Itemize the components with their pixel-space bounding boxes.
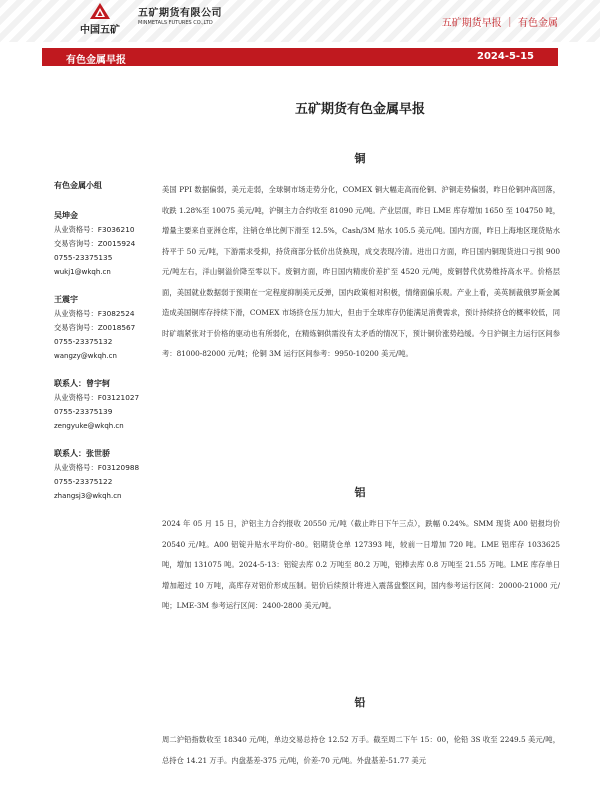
banner-date: 2024-5-15 [476, 51, 534, 62]
contact-license: 从业资格号：F3036210 [54, 225, 135, 234]
sidebar-heading: 有色金属小组 [54, 181, 102, 190]
contact-advisory-id: 交易咨询号：Z0018567 [54, 323, 136, 332]
contact-card [54, 377, 159, 433]
contact-card [54, 293, 159, 363]
report-banner [42, 48, 558, 66]
company-name-en: MINMETALS FUTURES CO.,LTD [138, 20, 213, 26]
company-name [138, 4, 222, 26]
contact-name: 吴坤金 [54, 211, 78, 220]
contact-name: 联系人：曾宇轲 [54, 379, 110, 388]
page-header [0, 0, 600, 42]
contact-email[interactable]: zhangsj3@wkqh.cn [54, 492, 122, 500]
contact-email[interactable]: wukj1@wkqh.cn [54, 268, 111, 276]
contact-card [54, 447, 159, 503]
banner-report-name: 有色金属早报 [66, 55, 126, 66]
minmetals-logo-icon [88, 2, 112, 20]
section-body-copper: 美国 PPI 数据偏弱，美元走弱，全球铜市场走势分化，COMEX 铜大幅走高而伦铜、沪铜走势偏弱，昨日伦铜冲高回落，收跌 1.28%至 10075 美元/吨，沪铜主力合约收至 81090 元/吨。产业层面，昨日 LME 库存增加 1650 至 104750 吨，增量主要来自亚洲仓库，注销仓单比例下滑至 12.5%，Cash/3M 贴水 105.5 美元/吨。国内方面，昨日上海地区现货贴水持平于 50 元/吨，下游需求受抑，持货商部分低价出货换现，成交表现冷清。进出口方面，昨日国内铜现货进口亏损 900 元/吨左右，洋山铜溢价降至零以下。废铜方面，昨日国内精废价差扩至 4520 元/吨，废铜替代优势维持高水平。价格层面，美国就业数据弱于预期在一定程度抑制美元反弹，国内政策相对积极，情绪面偏乐观。产业上看，美英制裁俄罗斯金属造成美国铜库存持续下滑，COMEX 市场挤仓压力加大，但由于全球库存仍能满足消费需求，预计持续挤仓的概率较低，同时矿端紧张对于价格的驱动也有所弱化，在精炼铜供需没有太矛盾的情况下，预计铜价涨势趋缓。今日沪铜主力运行区间参考：81000-82000 元/吨；伦铜 3M 运行区间参考：9950-10200 美元/吨。 [162, 185, 560, 358]
contact-phone: 0755-23375132 [54, 337, 113, 346]
contact-advisory-id: 交易咨询号：Z0015924 [54, 239, 136, 248]
page-title: 五矿期货有色金属早报 [294, 102, 425, 117]
contact-license: 从业资格号：F3082524 [54, 309, 135, 318]
contact-license: 从业资格号：F03121027 [54, 393, 140, 402]
company-name-cn: 五矿期货有限公司 [138, 8, 222, 19]
contact-phone: 0755-23375135 [54, 253, 113, 262]
analyst-sidebar [54, 180, 159, 517]
section-body-lead: 周二沪铅指数收至 18340 元/吨，单边交易总持仓 12.52 万手。截至周二下午 15：00，伦铅 3S 收至 2249.5 美元/吨，总持仓 14.21 万手。内盘基差-375 元/吨，价差-70 元/吨。外盘基差-51.77 美元 [162, 735, 560, 765]
section-title-lead: 铅 [354, 696, 366, 709]
contact-card [54, 209, 159, 279]
contact-email[interactable]: zengyuke@wkqh.cn [54, 422, 124, 430]
contact-name: 王震宇 [54, 295, 78, 304]
section-title-aluminum: 铝 [354, 486, 366, 499]
section-body-aluminum: 2024 年 05 月 15 日，沪铝主力合约报收 20550 元/吨（截止昨日下午三点），跌幅 0.24%。SMM 现货 A00 铝报均价 20540 元/吨。A00 铝锭升贴水平均价-80。铝期货仓单 127393 吨，较前一日增加 720 吨。LME 铝库存 1033625 吨，增加 131075 吨。2024-5-13：铝锭去库 0.2 万吨至 80.2 万吨，铝棒去库 0.8 万吨至 21.55 万吨。LME 库存单日增加超过 10 万吨，高库存对铝价形成压制。铝价后续预计将进入震荡盘整区间，国内参考运行区间：20000-21000 元/吨；LME-3M 参考运行区间：2400-2800 美元/吨。 [162, 519, 560, 610]
contact-phone: 0755-23375139 [54, 407, 113, 416]
report-series-label: 五矿期货早报 ｜ 有色金属 [441, 18, 558, 29]
contact-email[interactable]: wangzy@wkqh.cn [54, 352, 117, 360]
logo-text: 中国五矿 [80, 25, 120, 36]
contact-phone: 0755-23375122 [54, 477, 113, 486]
contact-name: 联系人：张世骄 [54, 449, 110, 458]
section-title-copper: 铜 [354, 152, 366, 165]
contact-license: 从业资格号：F03120988 [54, 463, 140, 472]
minmetals-logo [70, 2, 130, 38]
